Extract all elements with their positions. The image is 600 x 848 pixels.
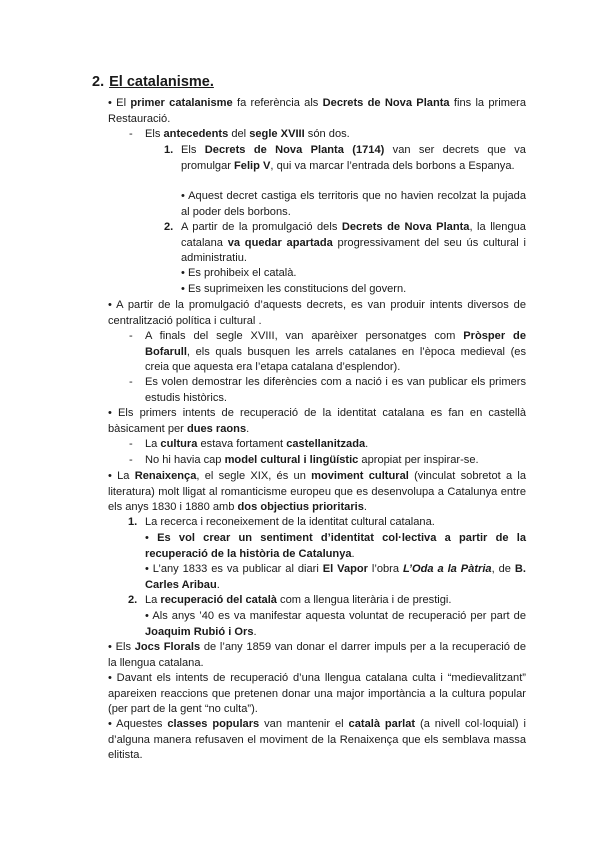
paragraph-text: No hi havia cap model cultural i lingüístic apropiat per inspirar-se. [145,454,479,466]
paragraph [108,406,526,437]
paragraph-text: Els antecedents del segle XVIII són dos. [145,128,350,140]
paragraph-text: La cultura estava fortament castellanitzada. [145,438,369,450]
section-number: 2. [92,74,105,90]
paragraph-text: • Es vol crear un sentiment d’identitat col·lectiva a partir de la recuperació de la història de Catalunya. [145,532,527,560]
paragraph [145,609,526,640]
paragraph [129,329,526,376]
paragraph-text: • Els primers intents de recuperació de la identitat catalana es fan en castellà bàsicament per dues raons. [108,407,526,435]
paragraph-text: Els Decrets de Nova Planta (1714) van ser decrets que va promulgar Felip V, qui va marcar l’entrada dels borbons a Espanya. [181,144,526,172]
paragraph-text: • El primer catalanisme fa referència als Decrets de Nova Planta fins la primera Restauració. [108,97,526,125]
list-dash: - [129,454,133,466]
paragraph-text: • Davant els intents de recuperació d’una llengua catalana culta i “medievalitzant” apareixen reaccions que pretenen donar una major importància a la cultura popular (per part de la gent “no culta”). [108,672,526,715]
paragraph [181,282,526,298]
paragraph-text: La recerca i reconeixement de la identitat cultural catalana. [145,516,435,528]
paragraph [108,717,526,764]
paragraph-text: • Aquest decret castiga els territoris que no havien recolzat la pujada al poder dels borbons. [181,190,526,218]
paragraph [108,469,526,516]
paragraph [108,671,526,718]
paragraph [164,143,526,174]
paragraph-text: • Als anys ’40 es va manifestar aquesta voluntat de recuperació per part de Joaquim Rubió i Ors. [145,610,526,638]
list-dash: - [129,376,133,388]
paragraph-text: • Aquestes classes populars van mantenir el català parlat (a nivell col·loquial) i d’alguna manera refusaven el moviment de la Renaixença que els semblava massa elitista. [108,718,526,761]
section-title: El catalanisme. [109,74,214,90]
list-number: 1. [164,144,174,156]
list-dash: - [129,330,133,342]
paragraph [129,453,526,469]
list-number: 1. [128,516,138,528]
list-dash: - [129,128,133,140]
paragraph-text: • Es suprimeixen les constitucions del govern. [181,283,407,295]
paragraph [145,531,526,562]
paragraph [129,127,526,143]
section-heading [92,74,214,90]
paragraph [181,266,526,282]
paragraph-text: • A partir de la promulgació d’aquests decrets, es van produir intents diversos de centralització política i cultural . [108,299,526,327]
paragraph [108,640,526,671]
paragraph [108,298,526,329]
paragraph-text: Es volen demostrar les diferències com a nació i es van publicar els primers estudis històrics. [145,376,526,404]
paragraph [129,375,526,406]
list-number: 2. [164,221,174,233]
paragraph [129,437,526,453]
paragraph-text: • La Renaixença, el segle XIX, és un moviment cultural (vinculat sobretot a la literatura) molt lligat al romanticisme europeu que es desenvolupa a Catalunya entre els anys 1830 i 1880 amb dos objectius prioritaris. [108,470,526,513]
paragraph [145,562,526,593]
paragraph [128,515,526,531]
list-number: 2. [128,594,138,606]
paragraph-text: • Es prohibeix el català. [181,267,297,279]
paragraph [108,96,526,127]
paragraph-text: La recuperació del català com a llengua literària i de prestigi. [145,594,452,606]
paragraph-text: • L’any 1833 es va publicar al diari El Vapor l’obra L’Oda a la Pàtria, de B. Carles Aribau. [145,563,526,591]
paragraph [181,189,526,220]
paragraph-text: A partir de la promulgació dels Decrets de Nova Planta, la llengua catalana va quedar apartada progressivament del seu ús cultural i administratiu. [181,221,526,264]
paragraph-text: • Els Jocs Florals de l’any 1859 van donar el darrer impuls per a la recuperació de la llengua catalana. [108,641,526,669]
paragraph [164,220,526,267]
paragraph-text: A finals del segle XVIII, van aparèixer personatges com Pròsper de Bofarull, els quals busquen les arrels catalanes en l’època medieval (es creia que aquesta era l’etapa catalana d’esplendor). [145,330,526,373]
paragraph [128,593,526,609]
list-dash: - [129,438,133,450]
